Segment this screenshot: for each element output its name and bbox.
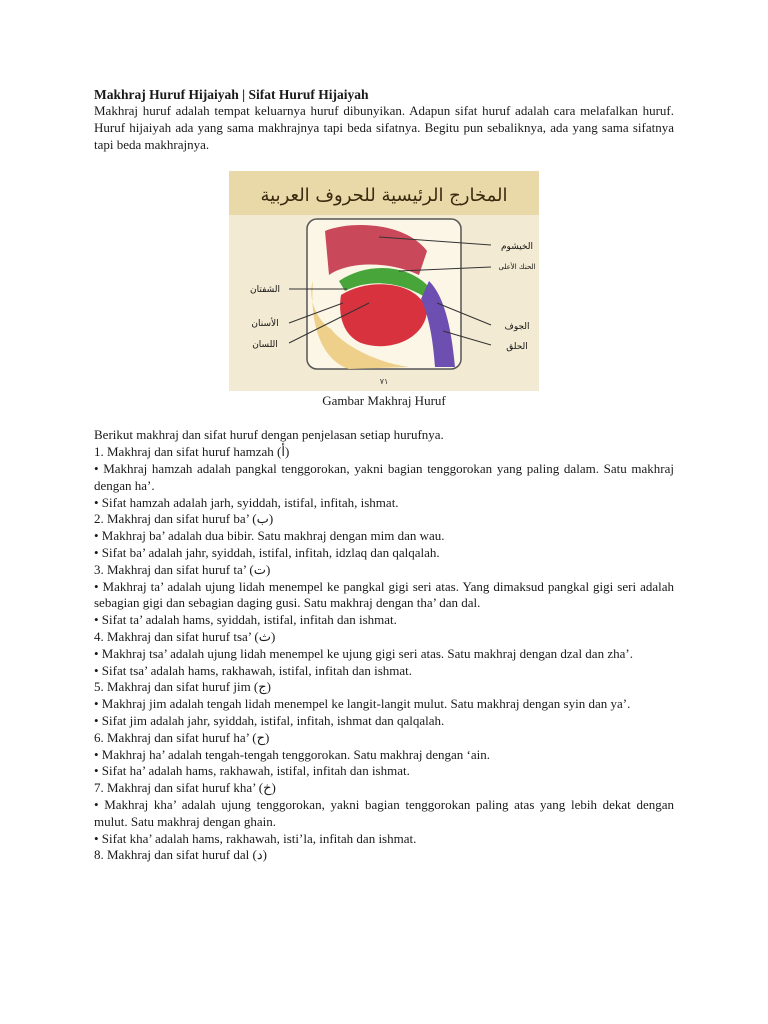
- list-item: • Makhraj ba’ adalah dua bibir. Satu makhraj dengan mim dan wau.: [94, 528, 445, 544]
- list-item: • Makhraj jim adalah tengah lidah menempel ke langit-langit mulut. Satu makhraj dengan syin dan ya’.: [94, 696, 631, 712]
- label-lisan: اللسان: [252, 340, 278, 351]
- list-item: • Sifat hamzah adalah jarh, syiddah, istifal, infitah, ishmat.: [94, 494, 399, 510]
- list-item: • Makhraj ha’ adalah tengah-tengah tenggorokan. Satu makhraj dengan ‘ain.: [94, 746, 490, 762]
- label-halq: الحلق: [506, 342, 528, 353]
- list-item: • Sifat ha’ adalah hams, rakhawah, istifal, infitah dan ishmat.: [94, 763, 410, 779]
- label-syafatan: الشفتان: [250, 285, 280, 296]
- list-item: 5. Makhraj dan sifat huruf jim (ج): [94, 679, 272, 695]
- list-item: 1. Makhraj dan sifat huruf hamzah (أ): [94, 444, 290, 460]
- label-asnan: الأسنان: [251, 319, 279, 330]
- list-item: 7. Makhraj dan sifat huruf kha’ (خ): [94, 780, 276, 796]
- list-item: 8. Makhraj dan sifat huruf dal (د): [94, 847, 267, 863]
- list-item: 6. Makhraj dan sifat huruf ha’ (ح): [94, 729, 270, 745]
- section-list: [94, 444, 674, 864]
- label-khaysyum: الخيشوم: [500, 242, 534, 253]
- diagram-header-arabic: المخارج الرئيسية للحروف العربية: [260, 185, 508, 207]
- figure-caption: Gambar Makhraj Huruf: [322, 393, 446, 409]
- intro-paragraph: Makhraj huruf adalah tempat keluarnya huruf dibunyikan. Adapun sifat huruf adalah cara melafalkan huruf. Huruf hijaiyah ada yang sama makhrajnya tapi beda sifatnya. Begitu pun sebaliknya, ada yang sama sifatnya tapi beda makhrajnya.: [94, 103, 674, 152]
- list-item: 2. Makhraj dan sifat huruf ba’ (ب): [94, 511, 274, 527]
- list-item: • Sifat ta’ adalah hams, syiddah, istifal, infitah dan ishmat.: [94, 612, 397, 628]
- list-item: • Makhraj hamzah adalah pangkal tenggorokan, yakni bagian tenggorokan yang paling dalam. Satu makhraj dengan ha’.: [94, 460, 674, 493]
- list-item: • Sifat tsa’ adalah hams, rakhawah, istifal, infitah dan ishmat.: [94, 662, 413, 678]
- list-item: • Makhraj tsa’ adalah ujung lidah menempel ke ujung gigi seri atas. Satu makhraj dengan dzal dan zha’.: [94, 645, 633, 661]
- list-item: 4. Makhraj dan sifat huruf tsa’ (ث): [94, 628, 276, 644]
- label-hanak: الحنك الأعلى: [498, 263, 536, 272]
- diagram-page-number: ٧١: [379, 377, 389, 387]
- figure: [94, 171, 674, 409]
- label-jauf: الجوف: [504, 322, 530, 333]
- list-item: • Sifat jim adalah jahr, syiddah, istifal, infitah, ishmat dan qalqalah.: [94, 712, 445, 728]
- list-item: 3. Makhraj dan sifat huruf ta’ (ت): [94, 561, 271, 577]
- article-title: Makhraj Huruf Hijaiyah | Sifat Huruf Hijaiyah: [94, 87, 369, 102]
- article: [94, 86, 674, 864]
- list-item: • Sifat kha’ adalah hams, rakhawah, isti’la, infitah dan ishmat.: [94, 830, 417, 846]
- list-item: • Makhraj kha’ adalah ujung tenggorokan, yakni bagian tenggorokan paling atas yang lebih dekat dengan mulut. Satu makhraj dengan ghain.: [94, 796, 674, 829]
- list-item: • Sifat ba’ adalah jahr, syiddah, istifal, infitah, idzlaq dan qalqalah.: [94, 544, 440, 560]
- list-item: • Makhraj ta’ adalah ujung lidah menempel ke pangkal gigi seri atas. Yang dimaksud pangkal gigi seri adalah sebagian gigi dan sebagian daging gusi. Satu makhraj dengan tha’ dan dal.: [94, 578, 674, 611]
- body-lead: Berikut makhraj dan sifat huruf dengan penjelasan setiap hurufnya.: [94, 427, 444, 443]
- makhraj-diagram: [229, 171, 539, 391]
